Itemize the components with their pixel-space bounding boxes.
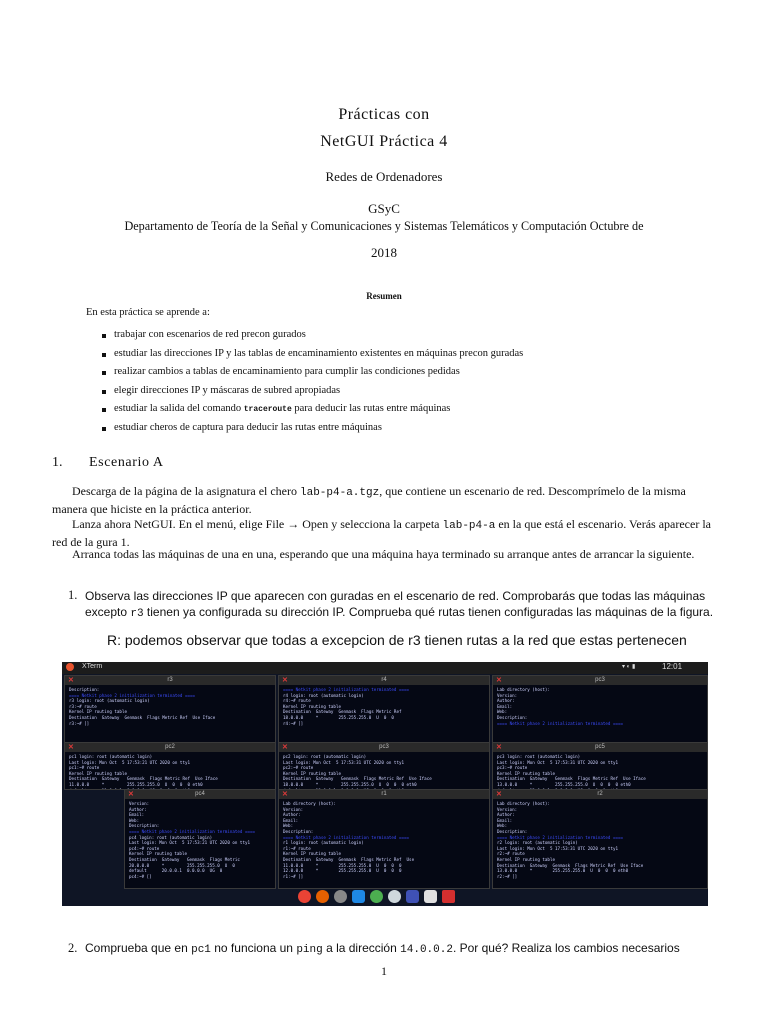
q2-text-b: no funciona un	[214, 941, 293, 955]
terminal-line: Last login: Mon Oct 5 17:53:31 UTC 2020 on tty1	[497, 759, 619, 765]
terminal-line: r3 login: root (automatic login)	[69, 698, 150, 704]
terminal-line: Email:	[129, 812, 145, 818]
terminal-output	[493, 752, 707, 790]
terminal-output	[493, 685, 707, 728]
q1-text-b: tienen ya configurada su dirección IP. Comprueba qué rutas tienen configuradas las máquinas de la figura.	[146, 605, 714, 619]
section-number: 1.	[52, 455, 63, 470]
terminal-line: Destination Gateway Genmask Flags Metric Ref Use	[283, 856, 415, 862]
page-number: 1	[381, 964, 387, 978]
terminal-line: r2:~# route	[497, 851, 525, 857]
terminal-output	[493, 799, 707, 881]
close-icon[interactable]: ✕	[68, 744, 74, 751]
answer-1: R: podemos observar que todas a excepcion de r3 tienen rutas a la red que estas pertenecen	[107, 632, 687, 648]
terminal-title: pc3	[379, 744, 389, 750]
terminal-line: ==== Netkit phase 2 initialization terminated ====	[497, 834, 624, 840]
p1-text-b: , que contiene un escenario de red. Descomprímelo de la misma manera que hiciste en la práctica anterior.	[52, 484, 686, 516]
close-icon[interactable]: ✕	[496, 744, 502, 751]
section-title: Escenario A	[89, 455, 164, 470]
embedded-screenshot	[62, 662, 708, 906]
terminal-title: pc3	[595, 677, 605, 683]
close-icon[interactable]: ✕	[128, 791, 134, 798]
terminal-line: Author:	[497, 698, 515, 704]
terminal-line: Lab directory (host):	[497, 687, 550, 692]
app-icon[interactable]	[406, 890, 419, 903]
doc-title-line1: Prácticas con	[338, 106, 430, 123]
terminal-line: r3:~# route	[69, 703, 97, 709]
terminal-line: Web:	[283, 823, 294, 829]
department: Departamento de Teoría de la Señal y Comunicaciones y Sistemas Telemáticos y Computación Octubre de	[124, 219, 644, 233]
terminal-line: Last login: Mon Oct 5 17:53:21 UTC 2020 on tty1	[129, 840, 251, 846]
terminal-line: Last login: Mon Oct 5 17:53:21 UTC 2020 on tty1	[69, 759, 191, 765]
terminal-line: Description:	[69, 687, 100, 692]
paragraph-start: Arranca todas las máquinas de una en una, esperando que una máquina haya terminado su arranque antes de arrancar la siguiente.	[72, 547, 695, 561]
folder-name: lab-p4-a	[442, 520, 496, 532]
terminal-line: ==== Netkit phase 2 initialization terminated ====	[129, 828, 256, 834]
question-1-number: 1.	[68, 588, 78, 602]
terminal-window[interactable]	[278, 742, 490, 790]
group-name: GSyC	[368, 201, 400, 216]
text-editor-icon[interactable]	[442, 890, 455, 903]
terminal-line: Author:	[129, 806, 147, 812]
terminal-title: r3	[167, 677, 173, 683]
terminal-title: r2	[597, 791, 603, 797]
terminal-line: Destination Gateway Genmask Flags Metric Ref Use Iface	[69, 776, 218, 782]
router-name: r3	[130, 608, 144, 620]
abstract-item: estudiar las direcciones IP y las tablas de encaminamiento existentes en máquinas precon guradas	[102, 345, 726, 364]
terminal-line: r1 login: root (automatic login)	[283, 840, 364, 846]
terminal-line: pc1:~# route	[69, 765, 100, 771]
terminal-line: Author:	[283, 812, 301, 818]
terminal-line: ==== Netkit phase 2 initialization terminated ====	[69, 692, 196, 698]
terminal-line: r4 login: root (automatic login)	[283, 692, 364, 698]
terminal-output	[65, 685, 275, 728]
terminal-title: pc4	[195, 791, 205, 797]
terminal-line: default 20.0.0.1 0.0.0.0 UG 0	[129, 868, 223, 874]
terminal-window[interactable]	[64, 742, 276, 790]
terminal-line: Kernel IP routing table	[69, 709, 127, 715]
file-name: lab-p4-a.tgz	[300, 487, 380, 499]
terminal-output	[125, 799, 275, 881]
terminal-line: Description:	[283, 828, 314, 834]
abstract-item-text: estudiar la salida del comando	[114, 403, 242, 414]
app-label: XTerm	[82, 663, 103, 670]
terminal-line: 18.0.0.0 * 255.255.255.0 U 0 0	[283, 714, 394, 720]
terminal-title: pc2	[165, 744, 175, 750]
terminal-line: 18.0.0.0 * 255.255.255.0 U 0 0 0 eth0	[283, 781, 417, 787]
q2-text-a: Comprueba que en	[85, 941, 188, 955]
terminal-window[interactable]	[492, 675, 708, 743]
terminal-line: pc4:~# []	[129, 873, 152, 879]
wireshark-icon[interactable]	[424, 890, 437, 903]
terminal-line: 12.0.0.0 * 255.255.255.0 U 0 0 0	[283, 868, 402, 874]
terminal-line: r2 login: root (automatic login)	[497, 840, 578, 846]
terminal-line: Kernel IP routing table	[283, 851, 341, 857]
close-icon[interactable]: ✕	[282, 791, 288, 798]
terminal-line: pc2 login: root (automatic login)	[283, 754, 367, 759]
terminal-line: 11.0.0.0 * 255.255.255.0 U 0 0 0 eth0	[69, 781, 203, 787]
dock	[294, 888, 474, 906]
terminal-line: pc4 login: root (automatic login)	[129, 834, 213, 840]
tray-icons: ▾ ◐ ▮	[622, 664, 636, 670]
q1-text-a: Observa las direcciones IP que aparecen con guradas en el escenario de red. Comprobarás que todas las máquinas excepto	[85, 589, 706, 619]
abstract-item: elegir direcciones IP y máscaras de subred apropiadas	[102, 382, 726, 401]
terminal-line: Kernel IP routing table	[283, 703, 341, 709]
close-icon[interactable]: ✕	[282, 744, 288, 751]
abstract-block	[86, 307, 726, 437]
paragraph-launch	[52, 516, 718, 550]
date-year: 2018	[371, 245, 397, 260]
abstract-item: realizar cambios a tablas de encaminamiento para cumplir las condiciones pedidas	[102, 363, 726, 382]
terminal-line: pc3 login: root (automatic login)	[497, 754, 581, 759]
p2-text-b: en la que está el escenario. Verás aparecer la red de la gura 1.	[52, 517, 711, 549]
terminal-line: ==== Netkit phase 2 initialization terminated ====	[283, 687, 410, 692]
terminal-output	[279, 799, 489, 881]
terminal-window[interactable]	[278, 789, 490, 889]
ubuntu-logo-icon	[66, 663, 74, 671]
terminal-line: Author:	[497, 812, 515, 818]
abstract-item-suffix: para deducir las rutas entre máquinas	[294, 403, 451, 414]
terminal-line: r1:~# route	[283, 845, 311, 851]
terminal-line: ==== Netkit phase 2 initialization terminated ====	[283, 834, 410, 840]
terminal-window[interactable]	[492, 789, 708, 889]
question-2-number: 2.	[68, 941, 78, 955]
terminal-line: Email:	[283, 817, 299, 823]
settings-icon[interactable]	[334, 890, 347, 903]
terminal-line: Last login: Mon Oct 5 17:53:31 UTC 2020 on tty1	[497, 845, 619, 851]
app-icon[interactable]	[370, 890, 383, 903]
terminal-line: 11.0.0.0 * 255.255.255.0 U 0 0 0	[283, 862, 402, 868]
terminal-line: Destination Gateway Genmask Flags Metric Ref Use Iface	[497, 862, 644, 868]
p1-text-a: Descarga de la página de la asignatura el chero	[72, 484, 297, 498]
clock: 12:01	[662, 662, 683, 671]
terminal-output	[279, 685, 489, 728]
abstract-heading: Resumen	[366, 291, 402, 301]
ip-address: 14.0.0.2	[400, 944, 453, 956]
terminal-line: Web:	[497, 709, 508, 715]
terminal-line: Destination Gateway Genmask Flags Metric Ref	[283, 709, 402, 715]
terminal-line: pc1 login: root (automatic login)	[69, 754, 153, 759]
terminal-line: Destination Gateway Genmask Flags Metric Ref Use Iface	[69, 714, 216, 720]
terminal-window[interactable]	[124, 789, 276, 889]
terminal-line: Description:	[129, 823, 160, 829]
terminal-line: 13.0.0.0 * 255.255.255.0 U 0 0 0 eth0	[497, 868, 629, 874]
doc-title-line2: NetGUI Práctica 4	[320, 133, 448, 150]
close-icon[interactable]: ✕	[496, 677, 502, 684]
terminal-line: pc3:~# route	[497, 765, 528, 771]
course-name: Redes de Ordenadores	[325, 169, 443, 184]
chrome-icon[interactable]	[298, 890, 311, 903]
terminal-line: Kernel IP routing table	[283, 770, 341, 776]
abstract-intro: En esta práctica se aprende a:	[86, 307, 210, 318]
abstract-item	[102, 400, 726, 419]
terminal-line: Kernel IP routing table	[129, 851, 187, 857]
terminal-line: 20.0.0.0 * 255.255.255.0 U 0	[129, 862, 235, 868]
host-name: pc1	[191, 944, 211, 956]
terminal-line: Lab directory (host):	[497, 801, 550, 806]
terminal-window[interactable]	[492, 742, 708, 790]
terminal-line: ==== Netkit phase 2 initialization terminated ====	[497, 720, 624, 726]
terminal-line: r1:~# []	[283, 873, 304, 879]
command-name: ping	[296, 944, 323, 956]
terminal-line: Version:	[497, 692, 518, 698]
abstract-item: trabajar con escenarios de red precon gurados	[102, 326, 726, 345]
terminal-line: Web:	[497, 823, 508, 829]
terminal-title: r4	[381, 677, 387, 683]
firefox-icon[interactable]	[316, 890, 329, 903]
vscode-icon[interactable]	[352, 890, 365, 903]
command-name: traceroute	[243, 405, 292, 414]
abstract-item: estudiar cheros de captura para deducir las rutas entre máquinas	[102, 419, 726, 438]
terminal-line: Description:	[497, 828, 528, 834]
abstract-list	[86, 326, 726, 437]
terminal-line: Version:	[497, 806, 518, 812]
terminal-line: r4:~# route	[283, 698, 311, 704]
q2-text-d: . Por qué? Realiza los cambios necesarios	[452, 941, 680, 955]
network-icon[interactable]	[388, 890, 401, 903]
close-icon[interactable]: ✕	[68, 677, 74, 684]
terminal-line: Description:	[497, 714, 528, 720]
terminal-line: Email:	[497, 817, 513, 823]
close-icon[interactable]: ✕	[282, 677, 288, 684]
terminal-line: Kernel IP routing table	[497, 856, 555, 862]
terminal-output	[65, 752, 275, 790]
terminal-line: Destination Gateway Genmask Flags Metric Ref Use Iface	[497, 776, 646, 782]
terminal-line: 13.0.0.0 * 255.255.255.0 U 0 0 0 eth0	[497, 781, 631, 787]
terminal-line: Lab directory (host):	[283, 801, 336, 806]
terminal-line: Email:	[497, 703, 513, 709]
terminal-line: Destination Gateway Genmask Flags Metric Ref Use Iface	[283, 776, 432, 782]
terminal-line: pc2:~# route	[283, 765, 314, 771]
terminal-output	[279, 752, 489, 790]
q2-text-c: a la dirección	[326, 941, 397, 955]
question-1	[85, 588, 723, 622]
terminal-line: Kernel IP routing table	[497, 770, 555, 776]
terminal-line: r2:~# []	[497, 873, 518, 879]
terminal-window[interactable]	[64, 675, 276, 743]
question-2	[85, 941, 725, 956]
p2-text-a: Lanza ahora NetGUI. En el menú, elige File → Open y selecciona la carpeta	[72, 517, 440, 531]
terminal-title: r1	[381, 791, 387, 797]
terminal-line: Version:	[283, 806, 304, 812]
terminal-window[interactable]	[278, 675, 490, 743]
terminal-line: r4:~# []	[283, 720, 304, 726]
terminal-line: pc4:~# route	[129, 845, 160, 851]
terminal-line: r3:~# []	[69, 720, 90, 726]
desktop-topbar	[62, 662, 708, 674]
close-icon[interactable]: ✕	[496, 791, 502, 798]
terminal-line: Destination Gateway Genmask Flags Metric	[129, 856, 240, 862]
terminal-line: Web:	[129, 817, 140, 823]
paragraph-download	[52, 483, 718, 517]
terminal-line: Kernel IP routing table	[69, 770, 127, 776]
terminal-title: pc5	[595, 744, 605, 750]
terminal-line: Last login: Mon Oct 5 17:53:31 UTC 2020 on tty1	[283, 759, 405, 765]
terminal-line: Version:	[129, 801, 150, 806]
